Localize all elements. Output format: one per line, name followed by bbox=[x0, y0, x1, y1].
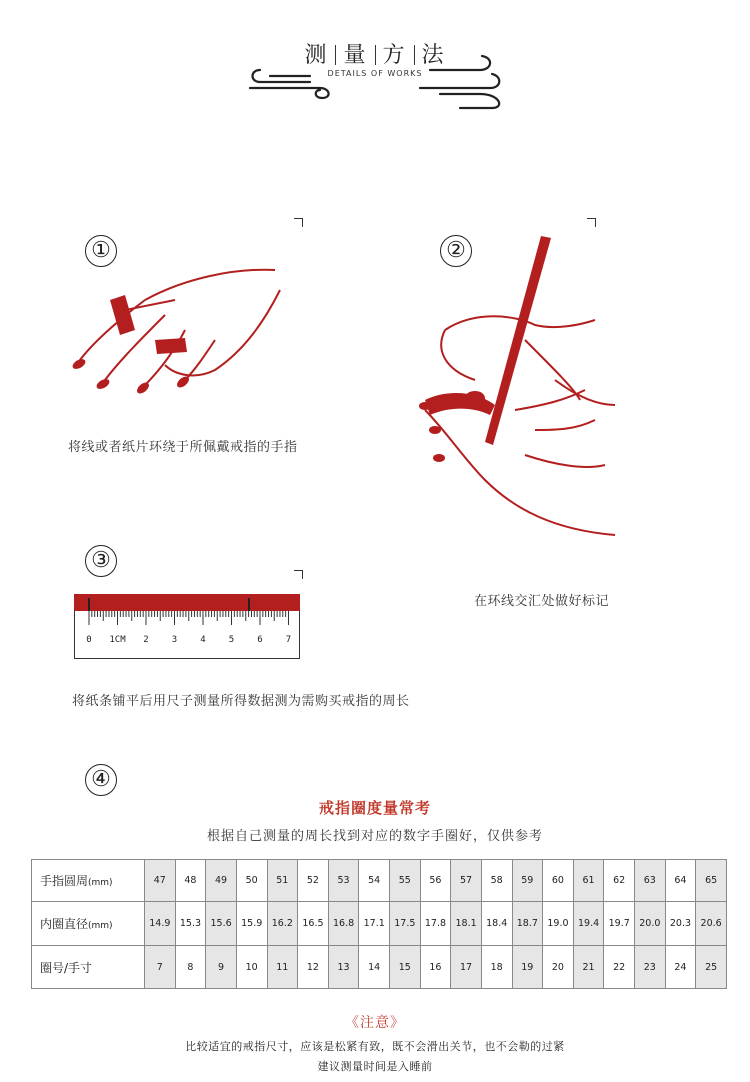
table-cell: 53 bbox=[328, 860, 359, 902]
table-cell: 19 bbox=[512, 946, 543, 989]
table-cell: 16.5 bbox=[298, 902, 329, 946]
table-cell: 58 bbox=[481, 860, 512, 902]
title-char: 量 bbox=[343, 43, 368, 68]
cloud-decoration-icon bbox=[230, 42, 520, 112]
row-header bbox=[32, 902, 145, 946]
table-cell: 57 bbox=[451, 860, 482, 902]
row-label: 内圈直径 bbox=[40, 917, 89, 931]
reference-subtitle: 根据自己测量的周长找到对应的数字手圈好，仅供参考 bbox=[206, 829, 543, 844]
table-cell: 16.8 bbox=[328, 902, 359, 946]
table-cell: 65 bbox=[696, 860, 727, 902]
table-cell: 14.9 bbox=[145, 902, 176, 946]
table-cell: 15.6 bbox=[206, 902, 237, 946]
row-label: 圈号/手寸 bbox=[40, 960, 93, 975]
table-row bbox=[32, 860, 727, 902]
table-cell: 11 bbox=[267, 946, 298, 989]
ruler-labels bbox=[75, 611, 299, 658]
table-cell: 63 bbox=[635, 860, 666, 902]
title-char: 法 bbox=[421, 43, 446, 68]
table-cell: 49 bbox=[206, 860, 237, 902]
row-unit: (mm) bbox=[88, 921, 113, 931]
ruler bbox=[74, 611, 300, 659]
step-2-number: ② bbox=[440, 235, 472, 267]
table-cell: 48 bbox=[175, 860, 206, 902]
hand-pencil-illustration-icon bbox=[405, 230, 645, 550]
table-cell: 16.2 bbox=[267, 902, 298, 946]
table-cell: 17.5 bbox=[390, 902, 421, 946]
table-cell: 18.7 bbox=[512, 902, 543, 946]
table-cell: 60 bbox=[543, 860, 574, 902]
table-cell: 15.9 bbox=[236, 902, 267, 946]
table-cell: 55 bbox=[390, 860, 421, 902]
step-3-number: ③ bbox=[85, 545, 117, 577]
corner-mark bbox=[587, 218, 596, 227]
table-cell: 19.4 bbox=[573, 902, 604, 946]
step-4-number: ④ bbox=[85, 764, 117, 796]
table-cell: 21 bbox=[573, 946, 604, 989]
table-cell: 22 bbox=[604, 946, 635, 989]
corner-mark bbox=[294, 570, 303, 579]
table-cell: 19.7 bbox=[604, 902, 635, 946]
table-cell: 14 bbox=[359, 946, 390, 989]
ruler-label: 4 bbox=[200, 635, 206, 645]
table-cell: 20 bbox=[543, 946, 574, 989]
paper-strip bbox=[74, 594, 300, 611]
reference-title: 戒指圈度量常考 bbox=[318, 799, 431, 817]
corner-mark bbox=[294, 218, 303, 227]
row-header bbox=[32, 946, 145, 989]
table-cell: 8 bbox=[175, 946, 206, 989]
title-char: 测 bbox=[304, 43, 329, 68]
strip-mark bbox=[88, 598, 90, 611]
table-cell: 16 bbox=[420, 946, 451, 989]
table-cell: 25 bbox=[696, 946, 727, 989]
table-cell: 17.8 bbox=[420, 902, 451, 946]
step-3-caption: 将纸条铺平后用尺子测量所得数据测为需购买戒指的周长 bbox=[72, 694, 410, 709]
table-cell: 18.1 bbox=[451, 902, 482, 946]
table-cell: 18.4 bbox=[481, 902, 512, 946]
ruler-label: 7 bbox=[285, 635, 292, 645]
table-cell: 19.0 bbox=[543, 902, 574, 946]
row-unit: (mm) bbox=[88, 878, 113, 888]
ruler-label: 6 bbox=[257, 635, 263, 645]
table-cell: 20.0 bbox=[635, 902, 666, 946]
ruler-label: 1CM bbox=[109, 635, 126, 645]
table-cell: 20.3 bbox=[665, 902, 696, 946]
table-cell: 12 bbox=[298, 946, 329, 989]
table-cell: 23 bbox=[635, 946, 666, 989]
table-cell: 24 bbox=[665, 946, 696, 989]
table-cell: 10 bbox=[236, 946, 267, 989]
table-cell: 17.1 bbox=[359, 902, 390, 946]
hand-wrap-illustration-icon bbox=[65, 260, 305, 410]
page-subtitle: DETAILS OF WORKS bbox=[327, 69, 423, 78]
table-row bbox=[32, 946, 727, 989]
ruler-label: 0 bbox=[86, 635, 92, 645]
row-label: 手指圆周 bbox=[40, 874, 89, 888]
note-title: 《注意》 bbox=[345, 1015, 405, 1031]
table-cell: 52 bbox=[298, 860, 329, 902]
table-cell: 17 bbox=[451, 946, 482, 989]
strip-mark bbox=[248, 598, 250, 611]
table-cell: 15.3 bbox=[175, 902, 206, 946]
ruler-label: 5 bbox=[228, 635, 235, 645]
table-cell: 54 bbox=[359, 860, 390, 902]
ring-size-table bbox=[31, 859, 727, 989]
row-header bbox=[32, 860, 145, 902]
table-cell: 13 bbox=[328, 946, 359, 989]
table-row bbox=[32, 902, 727, 946]
table-cell: 47 bbox=[145, 860, 176, 902]
table-cell: 51 bbox=[267, 860, 298, 902]
ruler-label: 3 bbox=[171, 635, 178, 645]
table-cell: 61 bbox=[573, 860, 604, 902]
step-2-caption: 在环线交汇处做好标记 bbox=[474, 594, 610, 609]
step-1-number: ① bbox=[85, 235, 117, 267]
table-cell: 15 bbox=[390, 946, 421, 989]
table-cell: 50 bbox=[236, 860, 267, 902]
table-cell: 59 bbox=[512, 860, 543, 902]
ruler-label: 2 bbox=[143, 635, 149, 645]
table-cell: 7 bbox=[145, 946, 176, 989]
table-cell: 62 bbox=[604, 860, 635, 902]
note-line: 比较适宜的戒指尺寸，应该是松紧有致，既不会滑出关节，也不会勒的过紧 bbox=[185, 1040, 565, 1053]
table-cell: 64 bbox=[665, 860, 696, 902]
table-cell: 9 bbox=[206, 946, 237, 989]
title-char: 方 bbox=[382, 43, 407, 68]
table-cell: 18 bbox=[481, 946, 512, 989]
step-1-caption: 将线或者纸片环绕于所佩戴戒指的手指 bbox=[68, 440, 298, 455]
table-cell: 56 bbox=[420, 860, 451, 902]
table-cell: 20.6 bbox=[696, 902, 727, 946]
note-line: 建议测量时间是入睡前 bbox=[317, 1060, 433, 1073]
